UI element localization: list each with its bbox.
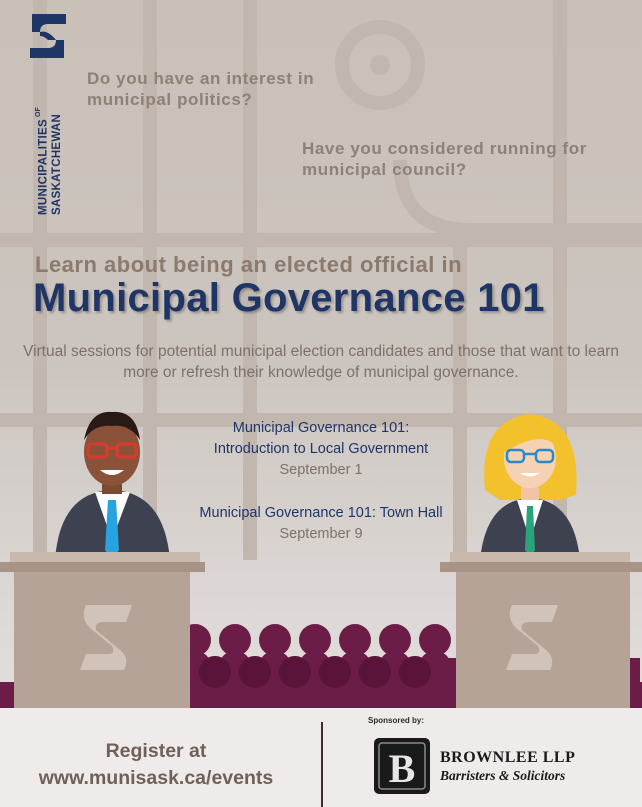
sponsor bbox=[440, 749, 575, 784]
sponsor-tagline: Barristers & Solicitors bbox=[440, 768, 566, 783]
register-link[interactable]: www.munisask.ca/events bbox=[38, 767, 274, 789]
logo-of: OF bbox=[35, 107, 42, 117]
b-monogram-icon bbox=[374, 738, 430, 794]
headline-intro: Learn about being an elected official in bbox=[35, 252, 463, 277]
logo-wordmark bbox=[32, 65, 66, 215]
right-podium bbox=[440, 552, 642, 710]
session-1-title-line-2: Introduction to Local Government bbox=[213, 441, 429, 457]
session-2-title: Municipal Governance 101: Town Hall bbox=[199, 505, 443, 521]
question-interest: Do you have an interest in municipal politics? bbox=[87, 69, 315, 109]
register-callout bbox=[10, 738, 302, 792]
svg-text:B: B bbox=[388, 746, 416, 791]
logo-line-1: MUNICIPALITIES bbox=[37, 119, 50, 215]
municipalities-logo bbox=[18, 10, 70, 220]
s-swirl-logo-icon bbox=[26, 10, 70, 62]
male-candidate bbox=[55, 412, 170, 560]
logo-line-2: SASKATCHEWAN bbox=[51, 113, 64, 215]
session-1-title-line-1: Municipal Governance 101: bbox=[232, 420, 410, 436]
description: Virtual sessions for potential municipal election candidates and those that want to learn more or refresh their knowledge of municipal governance. bbox=[23, 343, 619, 381]
session-2-date: September 9 bbox=[279, 526, 363, 542]
sponsored-label: Sponsored by: bbox=[368, 716, 425, 725]
session-1-date: September 1 bbox=[279, 462, 363, 478]
session-list bbox=[160, 418, 482, 545]
sponsor-name: BROWNLEE LLP bbox=[440, 749, 576, 766]
page-title: Municipal Governance 101 bbox=[33, 276, 545, 320]
female-candidate bbox=[480, 414, 580, 560]
footer-divider bbox=[321, 722, 323, 807]
footer bbox=[0, 708, 642, 807]
left-podium bbox=[0, 552, 205, 710]
question-running: Have you considered running for municipal council? bbox=[302, 139, 587, 179]
register-label: Register at bbox=[105, 740, 207, 762]
